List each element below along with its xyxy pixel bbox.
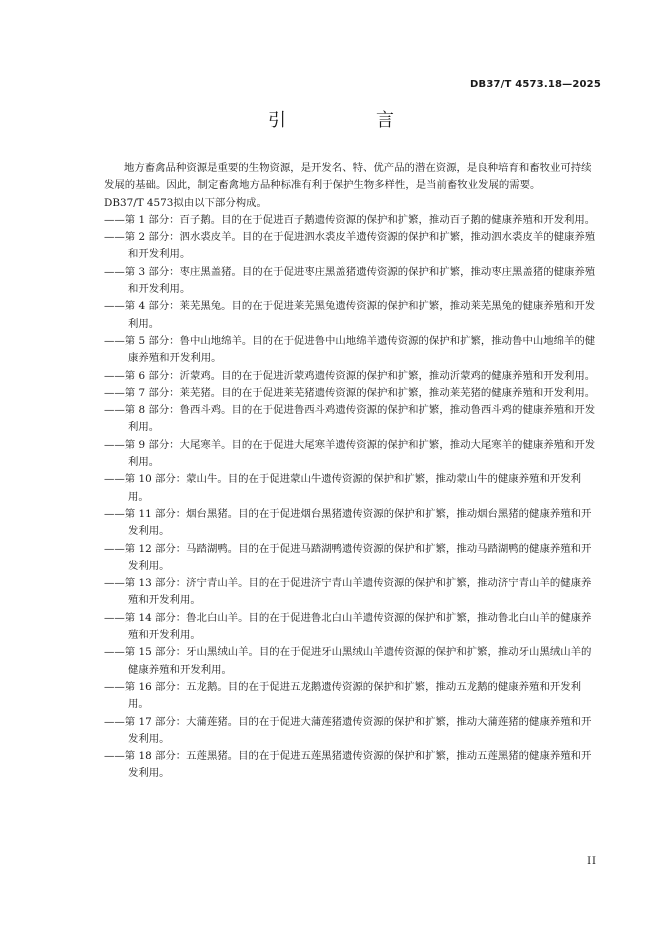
list-item: ——第 6 部分：沂蒙鸡。目的在于促进沂蒙鸡遗传资源的保护和扩繁，推动沂蒙鸡的健康养殖和开发利用。 (104, 369, 596, 382)
list-item: ——第 16 部分：五龙鹅。目的在于促进五龙鹅遗传资源的保护和扩繁，推动五龙鹅的健康养殖和开发利用。 (104, 680, 582, 711)
list-item: ——第 5 部分：鲁中山地绵羊。目的在于促进鲁中山地绵羊遗传资源的保护和扩繁，推动鲁中山地绵羊的健康养殖和开发利用。 (104, 334, 596, 365)
list-item: ——第 8 部分：鲁西斗鸡。目的在于促进鲁西斗鸡遗传资源的保护和扩繁，推动鲁西斗鸡的健康养殖和开发利用。 (104, 404, 596, 434)
list-item: ——第 15 部分：牙山黑绒山羊。目的在于促进牙山黑绒山羊遗传资源的保护和扩繁，推动牙山黑绒山羊的健康养殖和开发利用。 (104, 646, 592, 676)
list-item: ——第 11 部分：烟台黑猪。目的在于促进烟台黑猪遗传资源的保护和扩繁，推动烟台黑猪的健康养殖和开发利用。 (104, 507, 592, 538)
list-item: ——第 1 部分：百子鹅。目的在于促进百子鹅遗传资源的保护和扩繁，推动百子鹅的健康养殖和开发利用。 (104, 213, 596, 226)
list-item: ——第 2 部分：泗水裘皮羊。目的在于促进泗水裘皮羊遗传资源的保护和扩繁，推动泗水裘皮羊的健康养殖和开发利用。 (104, 231, 596, 261)
parts-list (104, 212, 600, 783)
document-body (104, 160, 600, 783)
document-code: DB37/T 4573.18—2025 (470, 79, 601, 90)
list-item: ——第 10 部分：蒙山牛。目的在于促进蒙山牛遗传资源的保护和扩繁，推动蒙山牛的健康养殖和开发利用。 (104, 473, 582, 503)
page-number: II (587, 856, 597, 867)
page-title: 引 言 (268, 110, 430, 131)
list-item: ——第 4 部分：莱芜黑兔。目的在于促进莱芜黑兔遗传资源的保护和扩繁，推动莱芜黑兔的健康养殖和开发利用。 (104, 300, 596, 330)
intro-paragraph: 地方畜禽品种资源是重要的生物资源，是开发名、特、优产品的潜在资源，是良种培育和畜牧业可持续发展的基础。因此，制定畜禽地方品种标准有利于保护生物多样性，是当前畜牧业发展的需要。 (104, 162, 592, 192)
list-item: ——第 7 部分：莱芜猪。目的在于促进莱芜猪遗传资源的保护和扩繁，推动莱芜猪的健康养殖和开发利用。 (104, 386, 596, 399)
list-item: ——第 12 部分：马踏湖鸭。目的在于促进马踏湖鸭遗传资源的保护和扩繁，推动马踏湖鸭的健康养殖和开发利用。 (104, 542, 592, 572)
list-item: ——第 17 部分：大蒲莲猪。目的在于促进大蒲莲猪遗传资源的保护和扩繁，推动大蒲莲猪的健康养殖和开发利用。 (104, 715, 592, 745)
list-item: ——第 9 部分：大尾寒羊。目的在于促进大尾寒羊遗传资源的保护和扩繁，推动大尾寒羊的健康养殖和开发利用。 (104, 438, 596, 469)
list-item: ——第 18 部分：五莲黑猪。目的在于促进五莲黑猪遗传资源的保护和扩繁，推动五莲黑猪的健康养殖和开发利用。 (104, 750, 592, 780)
list-item: ——第 14 部分：鲁北白山羊。目的在于促进鲁北白山羊遗传资源的保护和扩繁，推动鲁北白山羊的健康养殖和开发利用。 (104, 611, 592, 642)
composition-statement: DB37/T 4573拟由以下部分构成。 (104, 196, 267, 209)
list-item: ——第 3 部分：枣庄黑盖猪。目的在于促进枣庄黑盖猪遗传资源的保护和扩繁，推动枣庄黑盖猪的健康养殖和开发利用。 (104, 265, 596, 296)
list-item: ——第 13 部分：济宁青山羊。目的在于促进济宁青山羊遗传资源的保护和扩繁，推动济宁青山羊的健康养殖和开发利用。 (104, 577, 592, 607)
